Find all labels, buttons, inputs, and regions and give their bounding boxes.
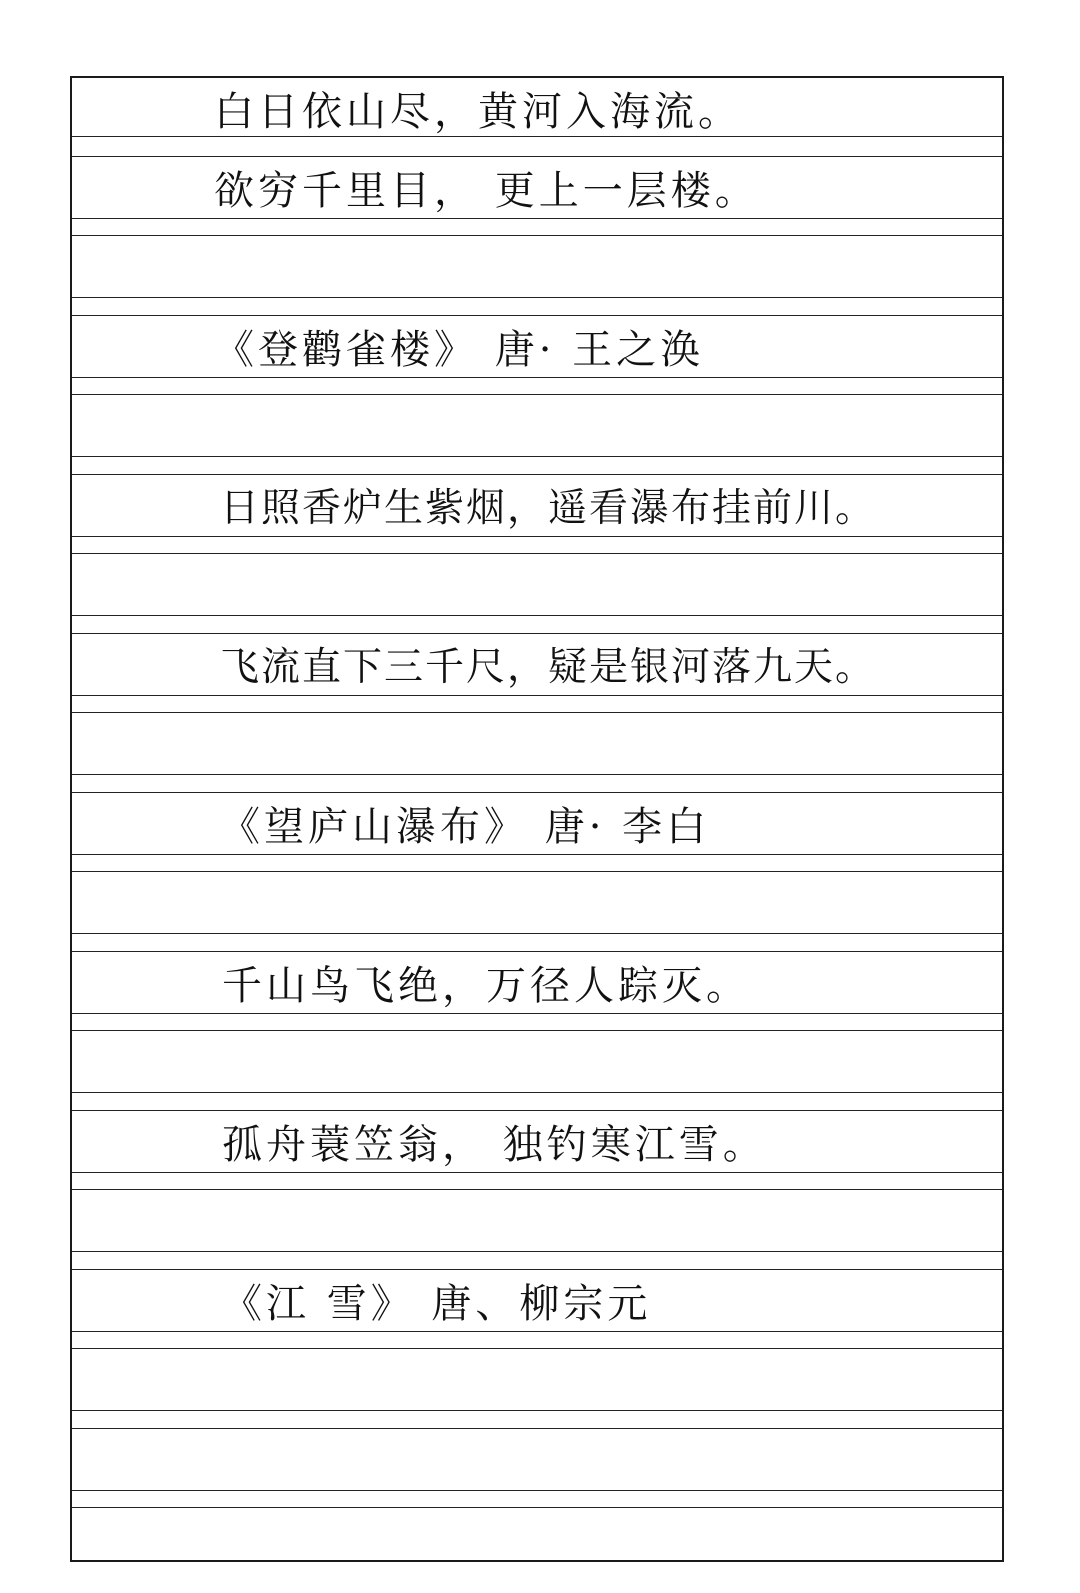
poem-attribution: 《登鹳雀楼》 唐· 王之涣 <box>214 327 705 373</box>
ruled-line <box>72 1110 1002 1111</box>
ruled-line <box>72 456 1002 457</box>
poem-line: 白日依山尽，黄河入海流。 <box>214 89 742 135</box>
ruled-line <box>72 1428 1002 1429</box>
ruled-line <box>72 156 1002 157</box>
ruled-line <box>72 1030 1002 1031</box>
poem-attribution: 《江 雪》 唐、柳宗元 <box>222 1281 652 1327</box>
poem-line: 日照香炉生紫烟，遥看瀑布挂前川。 <box>220 486 877 531</box>
ruled-line <box>72 1410 1002 1411</box>
ruled-line <box>72 774 1002 775</box>
ruled-line <box>72 1172 1002 1173</box>
ruled-line <box>72 951 1002 952</box>
ruled-line <box>72 933 1002 934</box>
ruled-line <box>72 854 1002 855</box>
ruled-line <box>72 1189 1002 1190</box>
poem-line: 千山鸟飞绝，万径人踪灭。 <box>222 963 750 1009</box>
ruled-line <box>72 553 1002 554</box>
ruled-line <box>72 712 1002 713</box>
ruled-line <box>72 218 1002 219</box>
ruled-line <box>72 695 1002 696</box>
poem-attribution: 《望庐山瀑布》 唐· 李白 <box>220 804 711 850</box>
ruled-line <box>72 1269 1002 1270</box>
ruled-line <box>72 871 1002 872</box>
poem-line: 飞流直下三千尺，疑是银河落九天。 <box>220 645 877 690</box>
ruled-line <box>72 1331 1002 1332</box>
lined-paper-sheet <box>70 76 1004 1562</box>
ruled-line <box>72 1490 1002 1491</box>
ruled-line <box>72 615 1002 616</box>
ruled-line <box>72 536 1002 537</box>
ruled-line <box>72 1507 1002 1508</box>
ruled-line <box>72 315 1002 316</box>
ruled-line <box>72 1013 1002 1014</box>
ruled-line <box>72 377 1002 378</box>
poem-line: 欲穷千里目， 更上一层楼。 <box>214 168 759 214</box>
ruled-line <box>72 235 1002 236</box>
ruled-line <box>72 474 1002 475</box>
ruled-line <box>72 136 1002 137</box>
ruled-line <box>72 1348 1002 1349</box>
ruled-line <box>72 394 1002 395</box>
ruled-line <box>72 1092 1002 1093</box>
ruled-line <box>72 1251 1002 1252</box>
ruled-line <box>72 297 1002 298</box>
ruled-line <box>72 633 1002 634</box>
poem-line: 孤舟蓑笠翁， 独钓寒江雪。 <box>222 1122 767 1168</box>
ruled-line <box>72 792 1002 793</box>
